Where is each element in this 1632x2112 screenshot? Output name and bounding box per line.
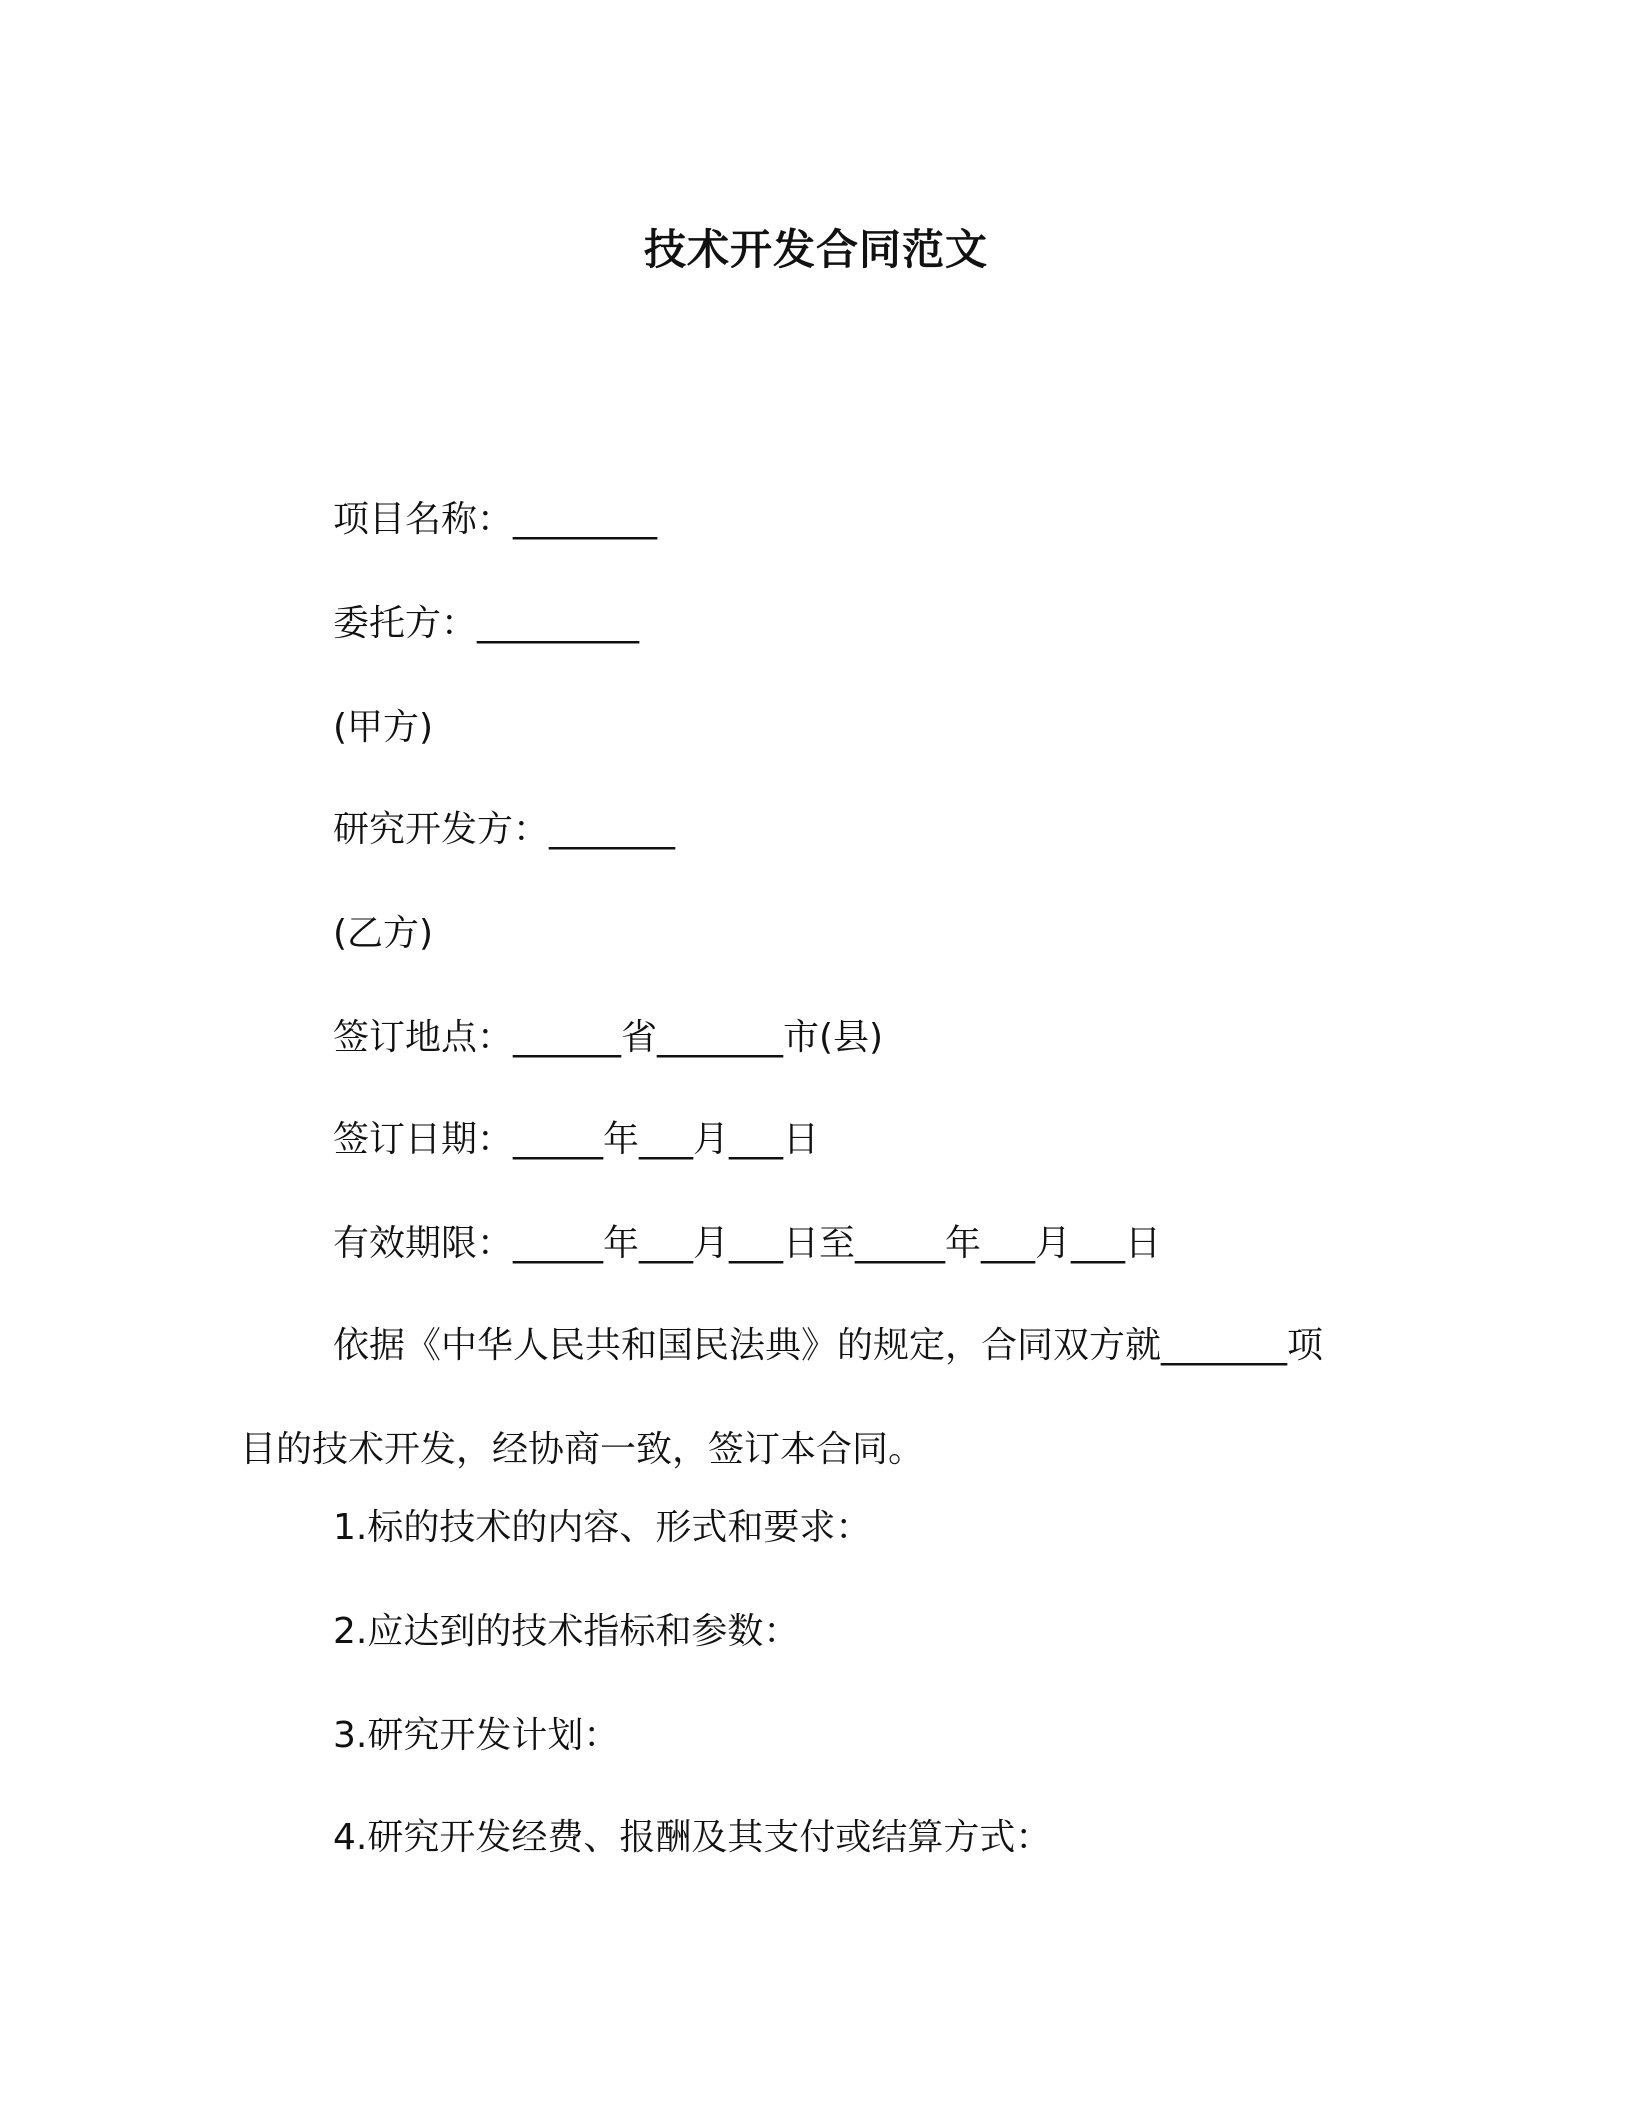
field-party-a: (甲方) xyxy=(333,707,434,748)
field-signing-date: 签订日期：_____年___月___日 xyxy=(333,1119,820,1160)
section-1: 1.标的技术的内容、形式和要求： xyxy=(333,1507,872,1548)
section-2: 2.应达到的技术指标和参数： xyxy=(333,1611,800,1652)
field-signing-place: 签订地点：______省_______市(县) xyxy=(333,1017,884,1058)
field-client: 委托方：_________ xyxy=(333,603,640,644)
preamble-line-1: 依据《中华人民共和国民法典》的规定，合同双方就_______项 xyxy=(333,1325,1324,1366)
preamble-paragraph xyxy=(240,1322,1372,1474)
field-project-name: 项目名称：________ xyxy=(333,499,658,540)
field-validity-period: 有效期限：_____年___月___日至_____年___月___日 xyxy=(333,1223,1162,1264)
field-developer: 研究开发方：_______ xyxy=(333,809,676,850)
section-4: 4.研究开发经费、报酬及其支付或结算方式： xyxy=(333,1817,1052,1858)
section-3: 3.研究开发计划： xyxy=(333,1715,620,1756)
field-party-b: (乙方) xyxy=(333,913,434,954)
document-title: 技术开发合同范文 xyxy=(643,225,988,274)
preamble-line-2: 目的技术开发，经协商一致，签订本合同。 xyxy=(240,1429,925,1470)
